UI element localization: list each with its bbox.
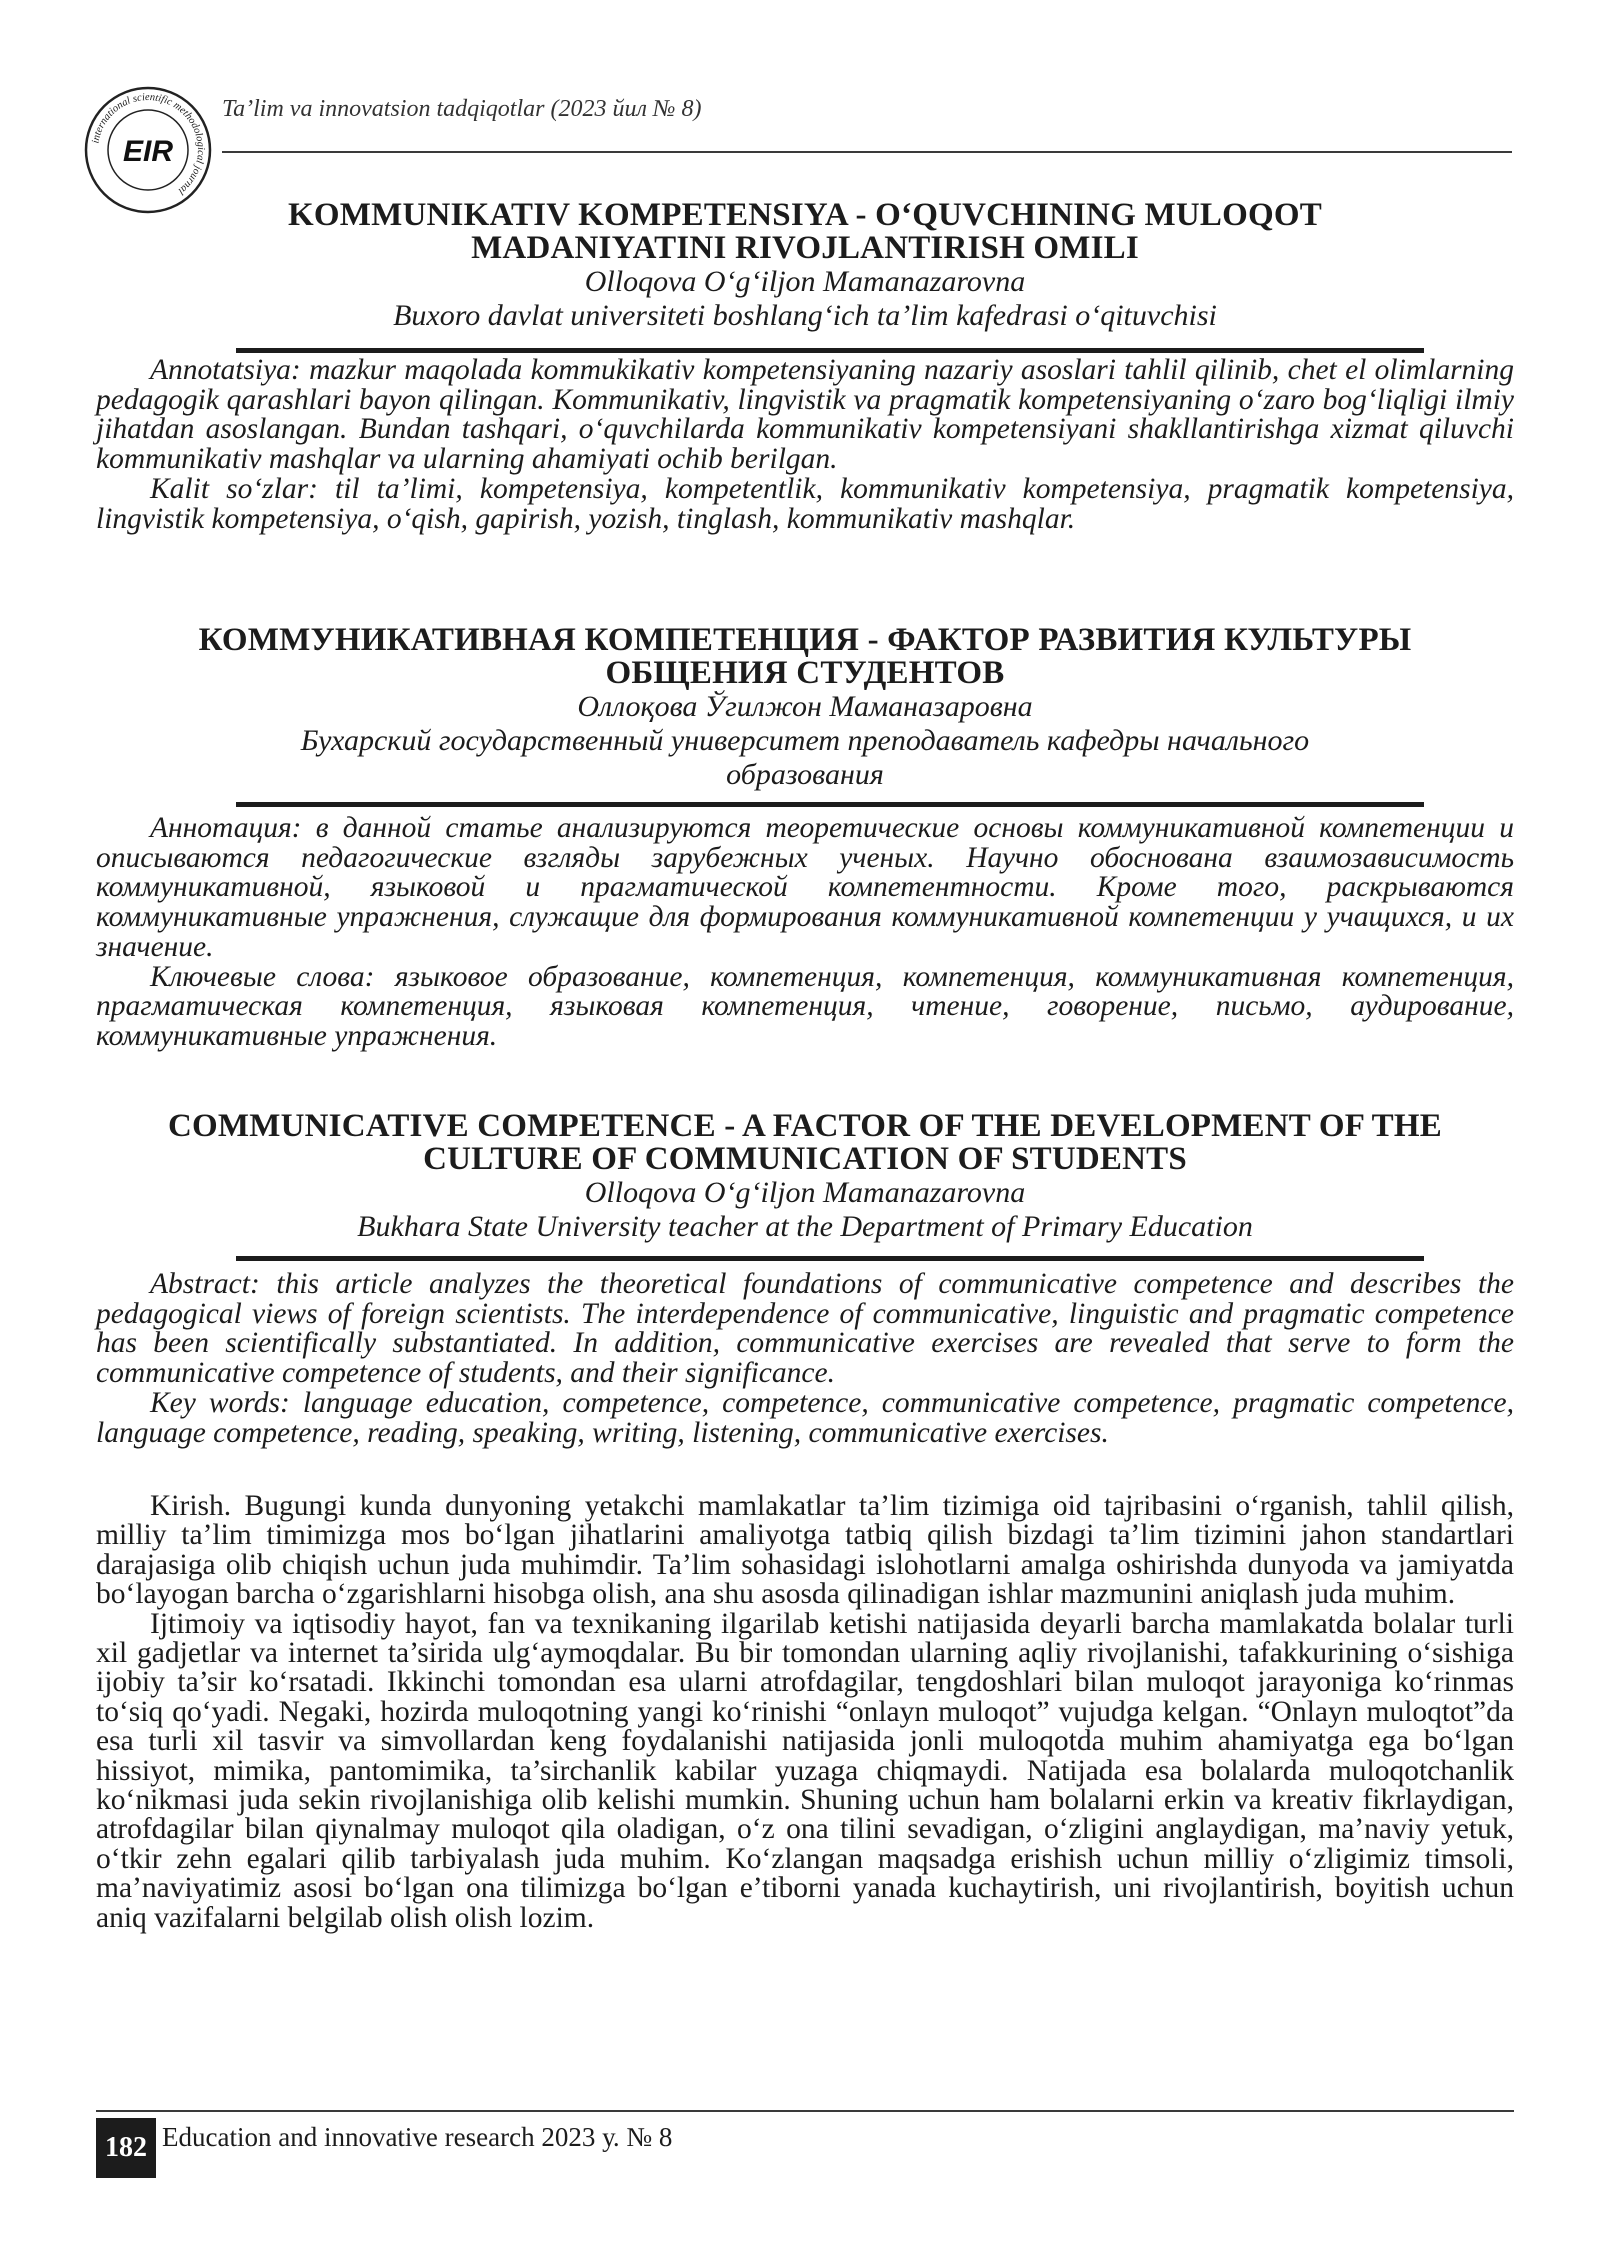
ru-affiliation-line-1: Бухарский государственный университет преподаватель кафедры начального	[300, 724, 1310, 757]
uz-affiliation: Buxoro davlat universiteti boshlang‘ich ta’lim kafedrasi o‘qituvchisi	[393, 299, 1217, 332]
ru-annotation-block	[96, 814, 1514, 1052]
uz-annotation: Annotatsiya: mazkur maqolada kommukikativ kompetensiyaning nazariy asoslari tahlil qilinib, chet el olimlarning pedagogik qarashlari bayon qilingan. Kommunikativ, lingvistik va pragmatik kompetensiyaning o‘zaro bog‘liqligi ilmiy jihatdan asoslangan. Bundan tashqari, o‘quvchilarda kommunikativ kompetensiyani shakllantirishga xizmat qiluvchi kommunikativ mashqlar va ularning ahamiyati ochib berilgan.	[96, 354, 1514, 476]
body-paragraph-2: Ijtimoiy va iqtisodiy hayot, fan va texnikaning ilgarilab ketishi natijasida deyarli barcha mamlakatda bolalar turli xil gadjetlar va internet ta’sirida ulg‘aymoqdalar. Bu bir tomondan ularning aqliy rivojlanishi, tafakkurining o‘sishiga ijobiy ta’sir ko‘rsatadi. Ikkinchi tomondan esa ularni atrofdagilar, tengdoshlari bilan muloqot jarayoniga ko‘rinmas to‘siq qo‘yadi. Negaki, hozirda muloqotning yangi ko‘rinishi “onlayn muloqot” vujudga kelgan. “Onlayn muloqtot”da esa turli xil tasvir va simvollardan keng foydalanishi natijasida jonli muloqotda muhim ahamiyatga ega bo‘lgan hissiyot, mimika, pantomimika, ta’sirchanlik kabilar yuzaga chiqmaydi. Natijada esa bolalarda muloqotchanlik ko‘nikmasi juda sekin rivojlanishiga olib kelishi mumkin. Shuning uchun ham bolalarni erkin va kreativ fikrlaydigan, atrofdagilar bilan qiynalmay muloqot qila oladigan, o‘z ona tilini sevadigan, o‘zligini anglaydigan, ma’naviy yetuk, o‘tkir zehn egalari qilib tarbiyalash juda muhim. Ko‘zlangan maqsadga erishish uchun milliy o‘zligimiz timsoli, ma’naviyatimiz asosi bo‘lgan ona tilimizga bo‘lgan e’tiborni yanada kuchaytirish, uni rivojlantirish, boyitish uchun aniq vazifalarni belgilab olish olish lozim.	[96, 1607, 1514, 1934]
en-title-line-2: CULTURE OF COMMUNICATION OF STUDENTS	[423, 1141, 1187, 1177]
uz-heading	[96, 199, 1514, 333]
uz-divider	[236, 348, 1424, 353]
en-abstract: Abstract: this article analyzes the theoretical foundations of communicative competence and describes the pedagogical views of foreign scientists. The interdependence of communicative, linguistic and pragmatic competence has been scientifically substantiated. In addition, communicative exercises are revealed that serve to form the communicative competence of students, and their significance.	[96, 1268, 1514, 1390]
en-heading	[96, 1110, 1514, 1244]
page-number: 182	[96, 2118, 156, 2178]
ru-author: Оллоқова Ўгилжон Маманазаровна	[577, 690, 1033, 723]
ru-divider	[236, 802, 1424, 807]
footer-divider	[96, 2110, 1514, 2112]
uz-author: Olloqova O‘g‘iljon Mamanazarovna	[584, 265, 1026, 298]
ru-title-line-2: ОБЩЕНИЯ СТУДЕНТОВ	[605, 655, 1005, 691]
uz-keywords: Kalit so‘zlar: til ta’limi, kompetensiya, kompetentlik, kommunikativ kompetensiya, pragmatik kompetensiya, lingvistik kompetensiya, o‘qish, gapirish, yozish, tinglash, kommunikativ mashqlar.	[96, 472, 1514, 535]
en-author: Olloqova O‘g‘iljon Mamanazarovna	[584, 1176, 1026, 1209]
ru-annotation: Аннотация: в данной статье анализируются теоретические основы коммуникативной компетенции и описываются педагогические взгляды зарубежных ученых. Научно обоснована взаимозависимость коммуникативной, языковой и прагматической компетентности. Кроме того, раскрываются коммуникативные упражнения, служащие для формирования коммуникативной компетенции у учащихся, и их значение.	[96, 812, 1514, 963]
ru-keywords: Ключевые слова: языковое образование, компетенция, компетенция, коммуникативная компетенция, прагматическая компетенция, языковая компетенция, чтение, говорение, письмо, аудирование, коммуникативные упражнения.	[96, 960, 1514, 1052]
body-paragraph-1: Kirish. Bugungi kunda dunyoning yetakchi mamlakatlar ta’lim tizimiga oid tajribasini o‘rganish, tahlil qilish, milliy ta’lim timimizga mos bo‘lgan jihatlarini amaliyotga tatbiq qilish bizdagi ta’lim tizimini jahon standartlari darajasiga olib chiqish uchun juda muhimdir. Ta’lim sohasidagi islohotlarni amalga oshirishda dunyoda va jamiyatda bo‘layogan barcha o‘zgarishlarni hisobga olish, ana shu asosda qilinadigan ishlar mazmunini aniqlash juda muhim.	[96, 1490, 1514, 1611]
en-divider	[236, 1256, 1424, 1261]
footer-journal: Education and innovative research 2023 у. № 8	[162, 2122, 673, 2152]
ru-affiliation-line-2: образования	[726, 758, 884, 791]
uz-title-line-2: MADANIYATINI RIVOJLANTIRISH OMILI	[471, 230, 1139, 266]
uz-title-line-1: KOMMUNIKATIV KOMPETENSIYA - O‘QUVCHINING MULOQOT	[288, 197, 1322, 233]
en-affiliation: Bukhara State University teacher at the Department of Primary Education	[357, 1210, 1253, 1243]
running-head: Ta’lim va innovatsion tadqiqotlar (2023 йил № 8)	[222, 96, 702, 122]
logo-ring-text: international scientific methodological journal	[90, 91, 207, 197]
ru-heading	[96, 624, 1514, 792]
uz-annotation-block	[96, 356, 1514, 534]
header-divider	[222, 151, 1512, 153]
en-abstract-block	[96, 1270, 1514, 1448]
article-body	[96, 1492, 1514, 1933]
en-title-line-1: COMMUNICATIVE COMPETENCE - A FACTOR OF THE DEVELOPMENT OF THE	[168, 1108, 1442, 1144]
ru-title-line-1: КОММУНИКАТИВНАЯ КОМПЕТЕНЦИЯ - ФАКТОР РАЗВИТИЯ КУЛЬТУРЫ	[198, 622, 1412, 658]
en-keywords: Key words: language education, competence, competence, communicative competence, pragmatic competence, language competence, reading, speaking, writing, listening, communicative exercises.	[96, 1386, 1514, 1449]
logo-text: EIR	[122, 135, 174, 168]
journal-logo	[84, 86, 212, 214]
